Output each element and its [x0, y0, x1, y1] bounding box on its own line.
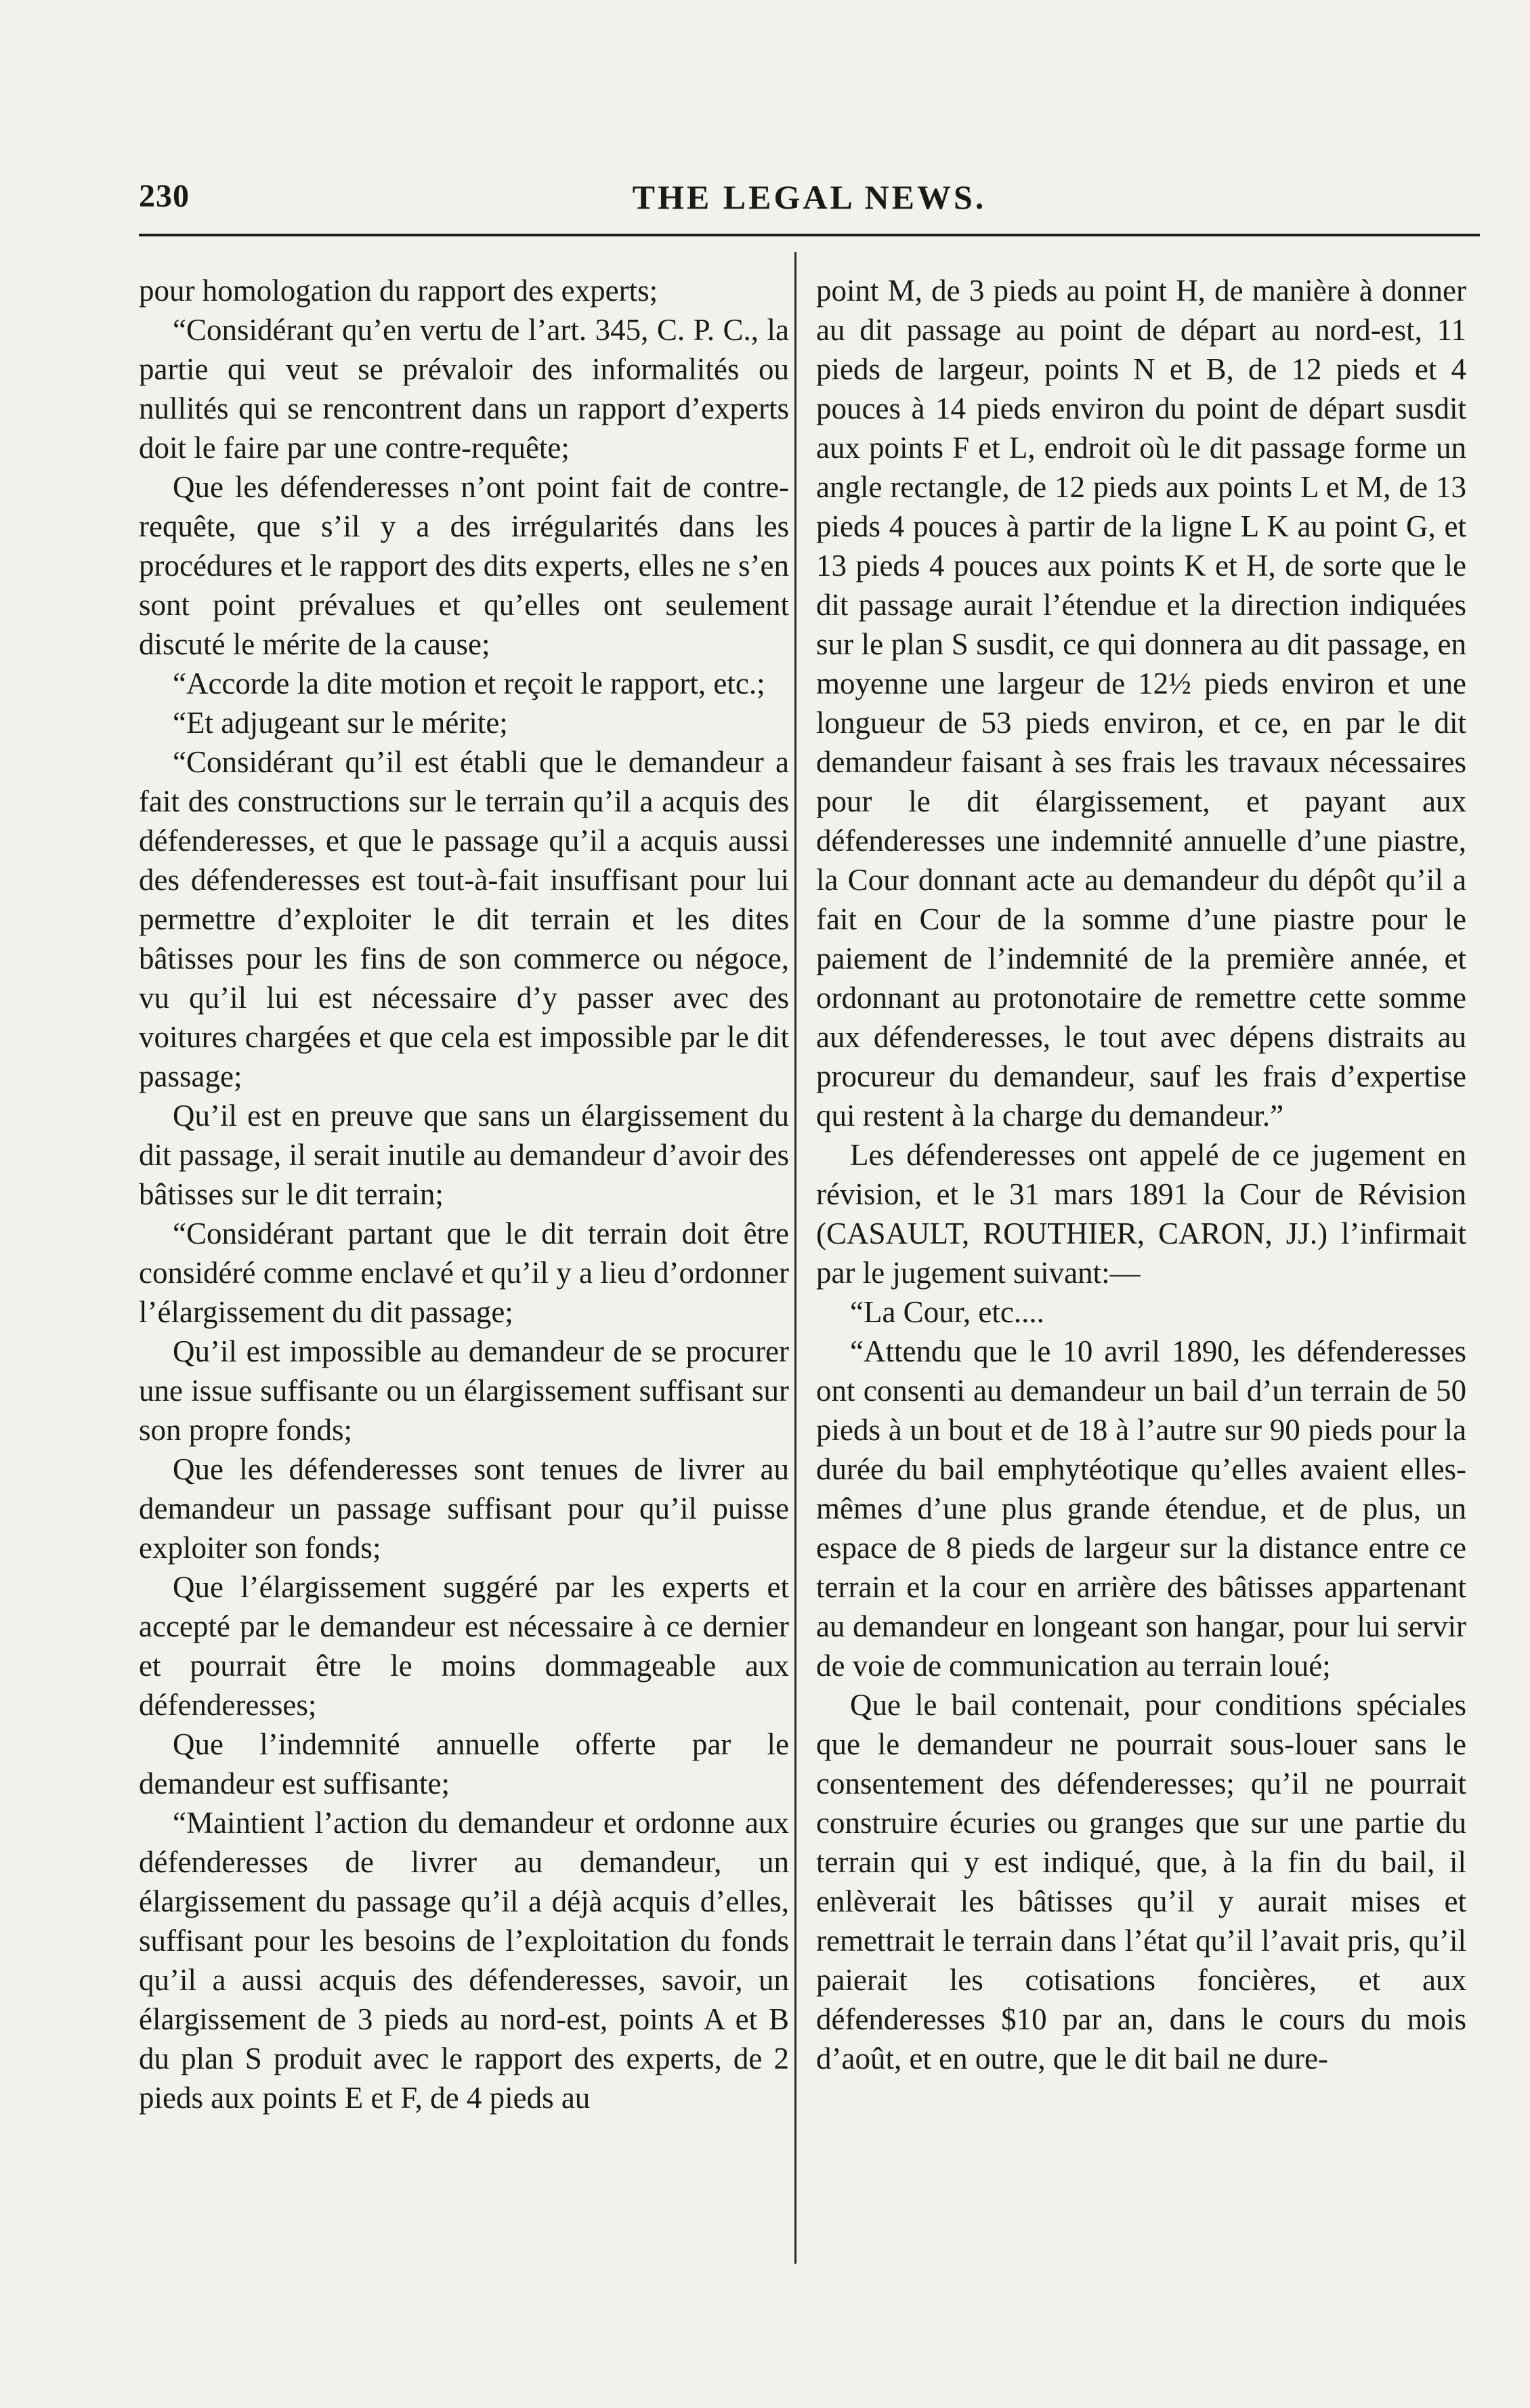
left-column [139, 271, 789, 2276]
paragraph: “Considérant qu’en vertu de l’art. 345, C. P. C., la partie qui veut se prévaloir des informalités ou nullités qui se rencontrent dans un rapport d’experts doit le faire par une contre-requête; [139, 313, 789, 465]
paragraph: Que les défenderesses sont tenues de livrer au demandeur un passage suffisant pour qu’il puisse exploiter son fonds; [139, 1452, 789, 1565]
paragraph: “Et adjugeant sur le mérite; [173, 706, 508, 740]
paragraph: point M, de 3 pieds au point H, de manière à donner au dit passage au point de départ au nord-est, 11 pieds de largeur, points N et B, de 12 pieds et 4 pouces à 14 pieds environ du point de départ susdit aux points F et L, endroit où le dit passage forme un angle rectangle, de 12 pieds aux points L et M, de 13 pieds 4 pouces à partir de la ligne L K au point G, et 13 pieds 4 pouces aux points K et H, de sorte que le dit passage aurait l’étendue et la direction indiquées sur le plan S susdit, ce qui donnera au dit passage, en moyenne une largeur de 12½ pieds environ et une longueur de 53 pieds environ, et ce, en par le dit demandeur faisant à ses frais les travaux nécessaires pour le dit élargissement, et payant aux défenderesses une indemnité annuelle d’une piastre, la Cour donnant acte au demandeur du dépôt qu’il a fait en Cour de la somme d’une piastre pour le paiement de l’indemnité de la première année, et ordonnant au protonotaire de remettre cette somme aux défenderesses, le tout avec dépens distraits au procureur du demandeur, sauf les frais d’expertise qui restent à la charge du demandeur.” [816, 274, 1466, 1133]
paragraph: “Accorde la dite motion et reçoit le rapport, etc.; [173, 667, 765, 700]
right-column [816, 271, 1466, 2276]
paragraph: “Maintient l’action du demandeur et ordonne aux défenderesses de livrer au demandeur, un élargissement du passage qu’il a déjà acquis d’elles, suffisant pour les besoins de l’exploitation du fonds qu’il a aussi acquis des défenderesses, savoir, un élargissement de 3 pieds au nord-est, points A et B du plan S produit avec le rapport des experts, de 2 pieds aux points E et F, de 4 pieds au [139, 1806, 789, 2115]
paragraph: Que l’élargissement suggéré par les experts et accepté par le demandeur est nécessaire à ce dernier et pourrait être le moins dommageable aux défenderesses; [139, 1570, 789, 1722]
header-rule [139, 234, 1480, 236]
page-number: 230 [139, 178, 190, 214]
paragraph: “Considérant partant que le dit terrain doit être considéré comme enclavé et qu’il y a lieu d’ordonner l’élargissement du dit passage; [139, 1217, 789, 1329]
column-divider [794, 252, 796, 2264]
paragraph: Que les défenderesses n’ont point fait de contre-requête, que s’il y a des irrégularités dans les procédures et le rapport des dits experts, elles ne s’en sont point prévalues et qu’elles ont seulement discuté le mérite de la cause; [139, 470, 789, 661]
paragraph: Qu’il est impossible au demandeur de se procurer une issue suffisante ou un élargissement suffisant sur son propre fonds; [139, 1334, 789, 1447]
paragraph: Que le bail contenait, pour conditions spéciales que le demandeur ne pourrait sous-louer sans le consentement des défenderesses; qu’il ne pourrait construire écuries ou granges que sur une partie du terrain qui y est indiqué, que, à la fin du bail, il enlèverait les bâtisses qu’il y aurait mises et remettrait le terrain dans l’état qu’il l’avait pris, qu’il paierait les cotisations foncières, et aux défenderesses $10 par an, dans le cours du mois d’août, et en outre, que le dit bail ne dure- [816, 1688, 1466, 2075]
paragraph: Qu’il est en preuve que sans un élargissement du dit passage, il serait inutile au demandeur d’avoir des bâtisses sur le dit terrain; [139, 1099, 789, 1211]
page-header [139, 177, 1480, 225]
journal-title: THE LEGAL NEWS. [632, 178, 987, 216]
paragraph: pour homologation du rapport des experts; [139, 274, 658, 308]
paragraph: “Considérant qu’il est établi que le demandeur a fait des constructions sur le terrain qu’il a acquis des défenderesses, et que le passage qu’il a acquis aussi des défenderesses est tout-à-fait insuffisant pour lui permettre d’exploiter le dit terrain et les dites bâtisses pour les fins de son commerce ou négoce, vu qu’il lui est nécessaire d’y passer avec des voitures chargées et que cela est impossible par le dit passage; [139, 745, 789, 1093]
paragraph: “La Cour, etc.... [850, 1295, 1044, 1329]
paragraph: “Attendu que le 10 avril 1890, les défenderesses ont consenti au demandeur un bail d’un terrain de 50 pieds à un bout et de 18 à l’autre sur 90 pieds pour la durée du bail emphytéotique qu’elles avaient elles-mêmes d’une plus grande étendue, et de plus, un espace de 8 pieds de largeur sur la distance entre ce terrain et la cour en arrière des bâtisses appartenant au demandeur en longeant son hangar, pour lui servir de voie de communication au terrain loué; [816, 1334, 1466, 1683]
paragraph: Les défenderesses ont appelé de ce jugement en révision, et le 31 mars 1891 la Cour de Révision (CASAULT, ROUTHIER, CARON, JJ.) l’infirmait par le jugement suivant:— [816, 1138, 1466, 1290]
paragraph: Que l’indemnité annuelle offerte par le demandeur est suffisante; [139, 1727, 789, 1800]
